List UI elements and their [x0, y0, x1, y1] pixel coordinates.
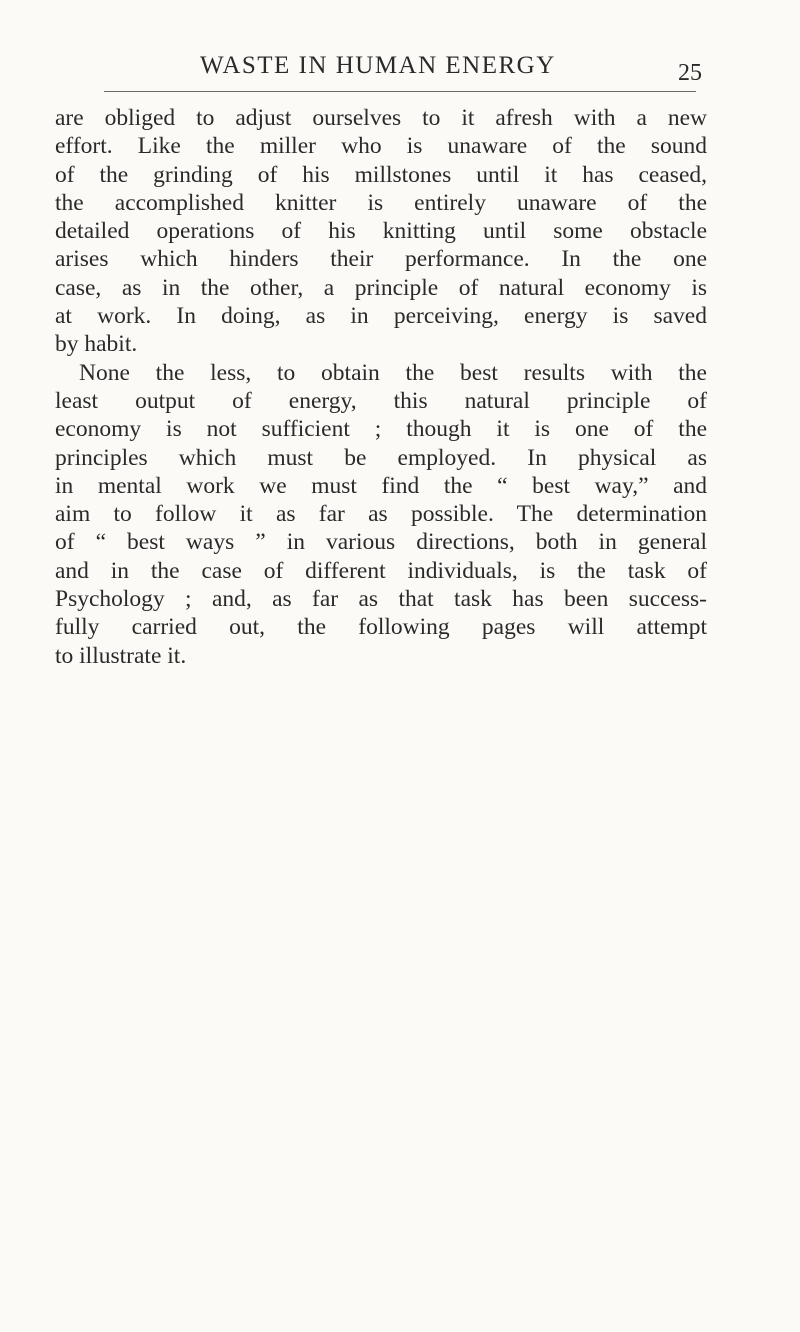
text-line: principles which must be employed. In physical as — [55, 444, 707, 471]
running-head — [0, 52, 800, 92]
text-line: the accomplished knitter is entirely unaware of the — [55, 189, 707, 216]
text-line: at work. In doing, as in perceiving, energy is saved — [55, 303, 707, 330]
header-rule — [104, 91, 696, 92]
text-line: to illustrate it. — [55, 642, 187, 669]
paragraph-2 — [55, 359, 707, 670]
text-line: least output of energy, this natural principle of — [55, 387, 707, 414]
text-line: by habit. — [55, 331, 138, 358]
text-line: case, as in the other, a principle of natural economy is — [55, 274, 707, 301]
running-title: WASTE IN HUMAN ENERGY — [200, 52, 556, 79]
text-line: effort. Like the miller who is unaware of the sound — [55, 133, 707, 160]
text-line: of the grinding of his millstones until it has ceased, — [55, 161, 707, 188]
text-line: arises which hinders their performance. In the one — [55, 246, 707, 273]
text-line: in mental work we must find the “ best way,” and — [55, 472, 707, 499]
text-line: economy is not sufficient ; though it is one of the — [55, 416, 707, 443]
text-line: of “ best ways ” in various directions, both in general — [55, 529, 707, 556]
paragraph-1 — [55, 104, 707, 359]
text-line: None the less, to obtain the best results with the — [79, 359, 707, 386]
text-line: detailed operations of his knitting until some obstacle — [55, 218, 707, 245]
body-text — [55, 104, 707, 670]
page-number: 25 — [678, 60, 702, 86]
text-line: fully carried out, the following pages will attempt — [55, 614, 707, 641]
text-line: and in the case of different individuals, is the task of — [55, 557, 707, 584]
text-line: Psychology ; and, as far as that task has been success- — [55, 586, 707, 613]
text-line: aim to follow it as far as possible. The determination — [55, 501, 707, 528]
text-line: are obliged to adjust ourselves to it afresh with a new — [55, 105, 707, 131]
